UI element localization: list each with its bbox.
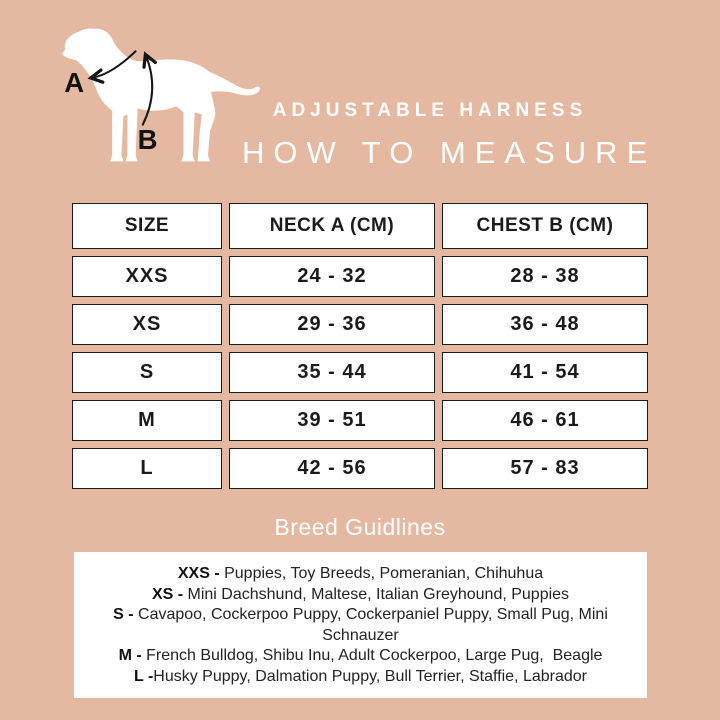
breed-guideline-line-l (88, 667, 633, 688)
dog-measure-diagram (50, 12, 264, 168)
title-block (242, 100, 657, 171)
table-cell-neck: 39 - 51 (229, 400, 435, 441)
table-cell-chest: 46 - 61 (442, 400, 648, 441)
page-title: HOW TO MEASURE (242, 135, 657, 170)
breed-guidelines-box (74, 552, 647, 698)
breed-size-prefix: M - (118, 647, 142, 664)
table-cell-chest: 41 - 54 (442, 352, 648, 393)
breed-list: Cavapoo, Cockerpoo Puppy, Cockerpaniel Puppy, Small Pug, Mini Schnauzer (133, 606, 613, 644)
breed-size-prefix: XS - (151, 585, 184, 603)
breed-size-prefix: L - (134, 667, 154, 685)
breed-list: Puppies, Toy Breeds, Pomeranian, Chihuhua (219, 565, 544, 582)
breed-guideline-line-xxs (88, 564, 633, 585)
table-cell-neck: 24 - 32 (229, 256, 435, 297)
breed-guidelines-heading: Breed Guidlines (274, 514, 446, 540)
table-cell-neck: 42 - 56 (229, 448, 435, 489)
table-cell-size: L (72, 448, 222, 489)
table-cell-chest: 28 - 38 (442, 256, 648, 297)
table-cell-neck: 35 - 44 (229, 352, 435, 393)
table-cell-size: XXS (72, 256, 222, 297)
dog-silhouette-icon (62, 28, 260, 161)
breed-list: Husky Puppy, Dalmation Puppy, Bull Terrier, Staffie, Labrador (153, 667, 587, 685)
breed-list: Mini Dachshund, Maltese, Italian Greyhound, Puppies (183, 585, 570, 603)
measure-label-b: B (137, 124, 158, 156)
table-cell-chest: 36 - 48 (442, 304, 648, 345)
breed-guideline-line-s (88, 605, 633, 646)
table-header-chest: CHEST B (CM) (442, 203, 648, 249)
breed-list: French Bulldog, Shibu Inu, Adult Cockerpoo, Large Pug, Beagle (141, 647, 603, 664)
breed-size-prefix: XXS - (177, 565, 220, 582)
table-cell-size: XS (72, 304, 222, 345)
table-cell-size: M (72, 400, 222, 441)
table-header-neck: NECK A (CM) (229, 203, 435, 249)
breed-size-prefix: S - (113, 606, 134, 623)
table-header-size: SIZE (72, 203, 222, 249)
table-cell-size: S (72, 352, 222, 393)
measure-label-a: A (64, 67, 85, 99)
breed-guideline-line-xs (88, 585, 633, 606)
size-table (72, 203, 648, 489)
product-subtitle: ADJUSTABLE HARNESS (272, 100, 588, 121)
breed-guideline-line-m (88, 646, 633, 667)
table-cell-chest: 57 - 83 (442, 448, 648, 489)
table-cell-neck: 29 - 36 (229, 304, 435, 345)
